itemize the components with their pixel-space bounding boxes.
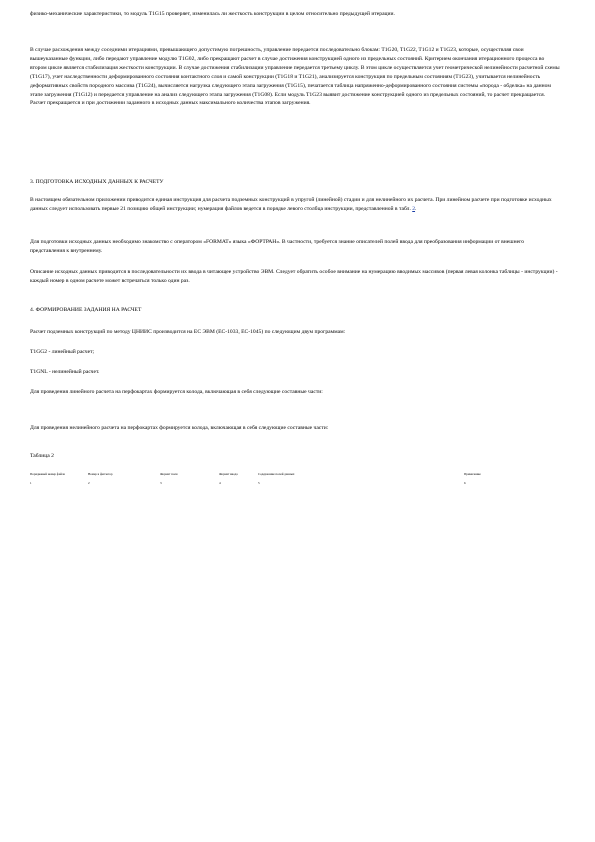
paragraph-iteration: В случае расхождения между соседними итерациями, превышающего допустимую погрешность, управление передается последовательно блокам: T1G20, T1G22, T1G12 и T1G23, которые, осуществляя свои вышеуказанные функции, либо передают управление модулю T1G02, либо прекращают расчет в случае достижения конструкцией одного из предельных состояний. Критерием окончания итерационного процесса во втором цикле является стабилизация жесткости конструкции. В случае достижения стабилизации управление передается третьему циклу. В этом цикле осуществляется учет геометрической нелинейности расчетной схемы (T1G17), учет наследственности деформированного состояния контактного слоя и самой конструкции (T1G18 и T1G21), анализируется конструкция по предельным состояниям (T1G23), учитывается нелинейность деформативных свойств породного массива (T1G24), вычисляется нагрузка следующего этапа загружения (T1G15), печатается таблица напряженно-деформированного состояния системы «порода - обделка» на данном этапе загружения (T1G12) и передается управление на анализ следующего этапа загружения (T1G08). Если модуль T1G23 выявит достижение конструкцией одного из предельных состояний, то расчет прекращается. Расчет прекращается и при достижении заданного в исходных данных максимального количества этапов загружения. [30, 47, 560, 107]
paragraph-linear-deck: Для проведения линейного расчета на перфокартах формируется колода, включающая в себя следующие составные части: [30, 389, 323, 395]
paragraph-intro: физико-механические характеристики, то модуль T1G15 проверяет, изменилась ли жесткость конструкции в целом относительно предыдущей итерации. [30, 11, 395, 17]
table-header-cell: Порядковый номер файла [30, 472, 65, 476]
table-caption: Таблица 2 [30, 453, 54, 459]
table-number-cell: 2 [88, 481, 90, 485]
table-2 [30, 472, 560, 487]
program-linear: T1GG2 - линейный расчет; [30, 349, 95, 355]
paragraph-instruction-text: В настоящем обязательном приложении приводится единая инструкция для расчета подземных конструкций в упругой (линейной) стадии и для нелинейного их расчета. При линейном расчете при подготовке исходных данных следует использовать первые 21 позицию общей инструкции; нумерация файлов ведется в порядке левого столбца инструкции, представленной в табл. [30, 197, 552, 212]
table-header-row [30, 472, 560, 481]
table-number-cell: 3 [160, 481, 162, 485]
paragraph-nonlinear-deck: Для проведения нелинейного расчета на перфокартах формируется колода, включающая в себя следующие составные части: [30, 425, 329, 431]
table-number-cell: 6 [464, 481, 466, 485]
paragraph-input-order: Описание исходных данных приводится в последовательности их ввода в читающее устройство ЭВМ. Следует обратить особое внимание на нумерацию вводимых массивов (первая левая колонка таблицы - инструкции) - каждый номер в одном расчете может встречаться только один раз. [30, 269, 558, 284]
table-header-cell: Формат ввода [219, 472, 238, 476]
table-number-cell: 1 [30, 481, 32, 485]
table-header-cell: Формат поля [160, 472, 178, 476]
section-3-heading: 3. ПОДГОТОВКА ИСХОДНЫХ ДАННЫХ К РАСЧЕТУ [30, 179, 164, 185]
table-number-cell: 5 [258, 481, 260, 485]
table-header-cell: Примечание [464, 472, 481, 476]
table-number-cell: 4 [219, 481, 221, 485]
paragraph-instruction-end: . [415, 205, 417, 212]
paragraph-instruction [30, 196, 560, 214]
paragraph-programs: Расчет подземных конструкций по методу ЦНИИС производится на ЕС ЭВМ (ЕС-1033, ЕС-1045) по следующим двум программам: [30, 329, 346, 335]
section-4-heading: 4. ФОРМИРОВАНИЕ ЗАДАНИЯ НА РАСЧЕТ [30, 307, 142, 313]
program-nonlinear: T1GNL - нелинейный расчет. [30, 369, 100, 375]
table-header-cell: Номер в фисчетор [88, 472, 113, 476]
table-2-link[interactable]: 2 [412, 205, 416, 212]
table-number-row [30, 481, 560, 487]
table-header-cell: Содержание полей данных [258, 472, 295, 476]
paragraph-format: Для подготовки исходных данных необходимо знакомство с оператором «FORMAT» языка «ФОРТРАН». В частности, требуется знание описателей полей ввода для преобразования информации от внешнего представления к внутреннему. [30, 239, 525, 254]
